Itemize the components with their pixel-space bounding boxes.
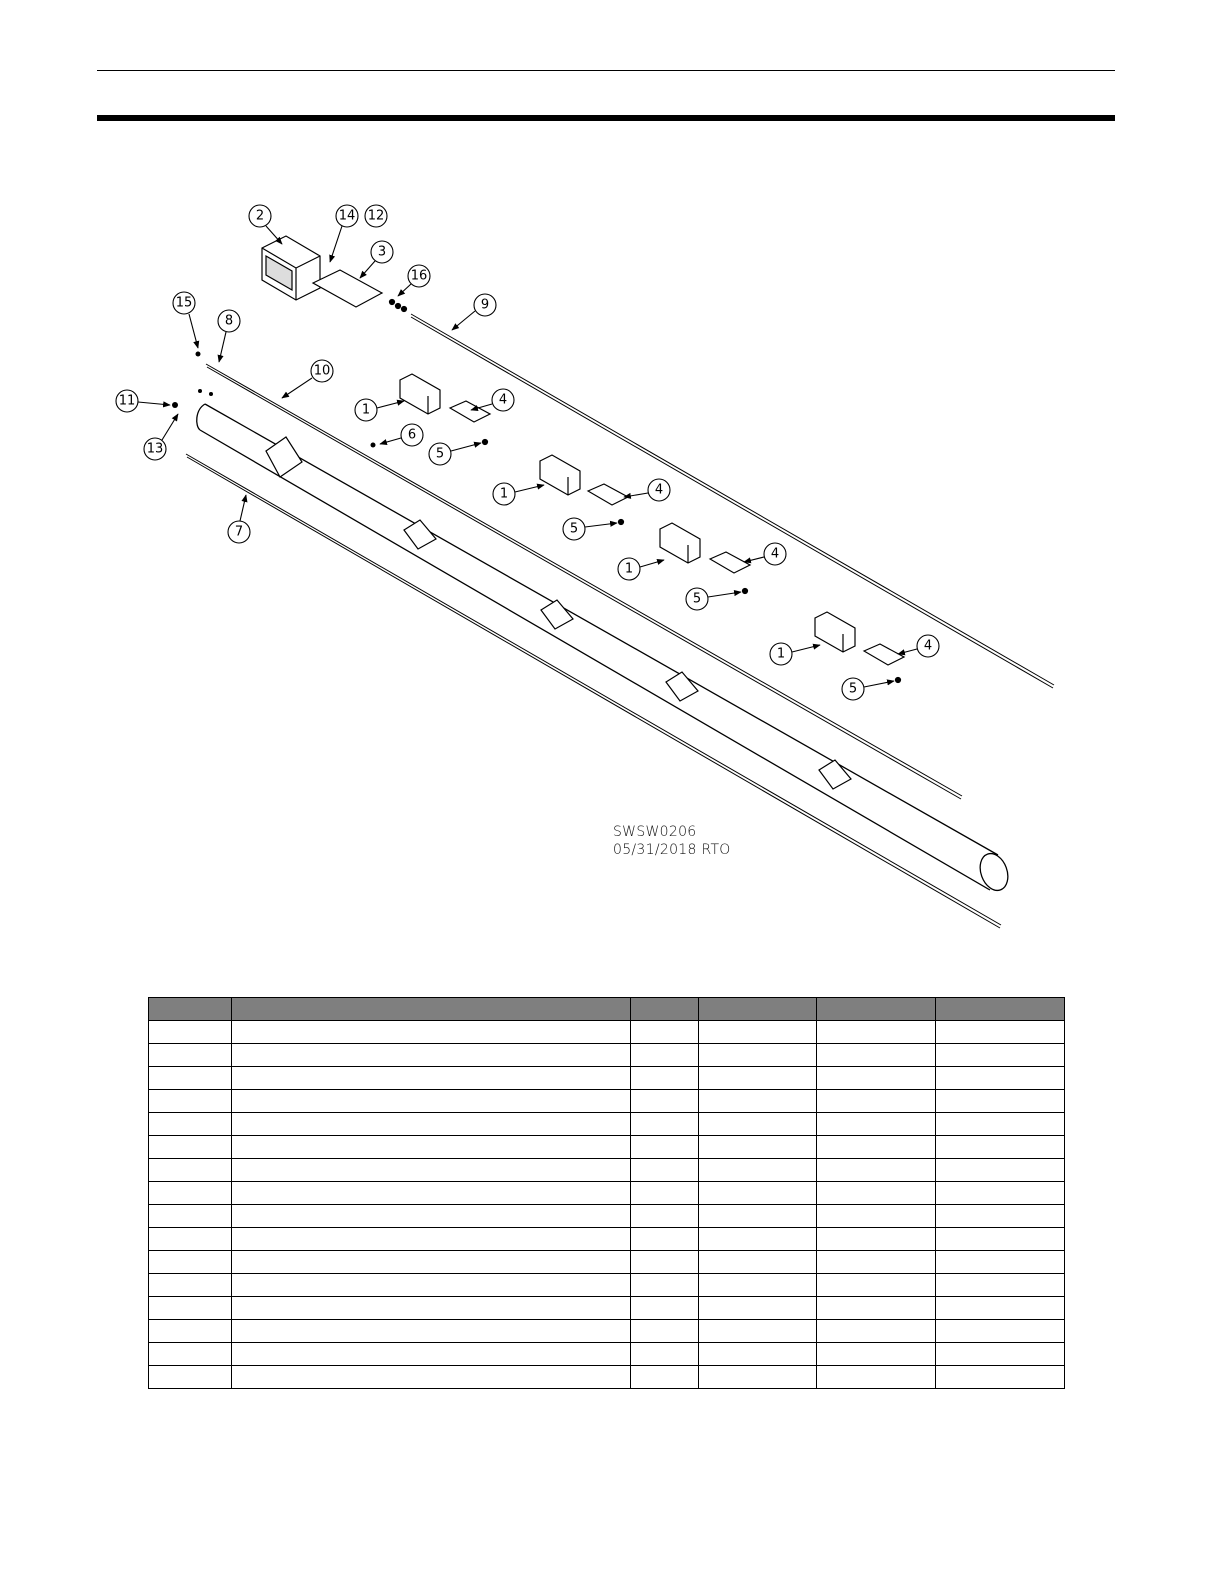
table-cell: [149, 1090, 232, 1113]
table-cell: [232, 1205, 631, 1228]
table-cell: [631, 1159, 699, 1182]
table-cell: [149, 1274, 232, 1297]
table-cell: [936, 1113, 1065, 1136]
table-cell: [699, 1090, 817, 1113]
callout-12: 12: [367, 208, 385, 224]
callout-5: 5: [435, 446, 445, 462]
table-cell: [149, 1044, 232, 1067]
callout-8: 8: [224, 313, 234, 329]
table-cell: [631, 1021, 699, 1044]
table-cell: [699, 1343, 817, 1366]
table-cell: [631, 1113, 699, 1136]
table-cell: [936, 1297, 1065, 1320]
column-header: [232, 998, 631, 1021]
callout-13: 13: [146, 441, 164, 457]
table-cell: [232, 1044, 631, 1067]
table-cell: [936, 1044, 1065, 1067]
callout-4: 4: [770, 546, 780, 562]
table-cell: [149, 1343, 232, 1366]
callout-5: 5: [692, 591, 702, 607]
callout-3: 3: [377, 244, 387, 260]
table-cell: [232, 1320, 631, 1343]
table-cell: [149, 1320, 232, 1343]
table-cell: [817, 1159, 936, 1182]
table-row: [149, 1044, 1065, 1067]
table-cell: [936, 1320, 1065, 1343]
table-row: [149, 1251, 1065, 1274]
table-cell: [699, 1067, 817, 1090]
bracket-set-4: [815, 612, 904, 683]
drawing-code: [613, 823, 731, 859]
table-row: [149, 1320, 1065, 1343]
drawing-date: 05/31/2018 RTO: [613, 842, 731, 858]
callout-2: 2: [255, 208, 265, 224]
table-cell: [817, 1366, 936, 1389]
table-cell: [232, 1251, 631, 1274]
table-cell: [149, 1297, 232, 1320]
parts-table: [148, 997, 1065, 1389]
table-cell: [936, 1205, 1065, 1228]
callout-4: 4: [923, 638, 933, 654]
table-cell: [699, 1297, 817, 1320]
callout-1: 1: [499, 486, 509, 502]
parts-table-body: [149, 1021, 1065, 1389]
table-cell: [631, 1320, 699, 1343]
callout-4: 4: [498, 392, 508, 408]
callout-14: 14: [338, 208, 356, 224]
table-cell: [817, 1343, 936, 1366]
callout-1: 1: [624, 561, 634, 577]
table-cell: [631, 1343, 699, 1366]
table-cell: [817, 1274, 936, 1297]
table-cell: [699, 1274, 817, 1297]
table-cell: [817, 1251, 936, 1274]
table-row: [149, 1205, 1065, 1228]
table-cell: [232, 1274, 631, 1297]
small-hardware: [172, 352, 376, 448]
column-header: [699, 998, 817, 1021]
table-cell: [631, 1136, 699, 1159]
callout-5: 5: [848, 681, 858, 697]
rod-7: [186, 454, 1001, 928]
table-cell: [631, 1205, 699, 1228]
table-cell: [631, 1251, 699, 1274]
top-bracket: [262, 236, 320, 300]
table-row: [149, 1021, 1065, 1044]
table-cell: [699, 1044, 817, 1067]
bracket-set-2: [540, 455, 628, 525]
callout-15: 15: [175, 295, 193, 311]
table-cell: [936, 1343, 1065, 1366]
table-cell: [936, 1067, 1065, 1090]
callout-6: 6: [407, 427, 417, 443]
table-cell: [817, 1320, 936, 1343]
table-cell: [817, 1021, 936, 1044]
table-cell: [631, 1366, 699, 1389]
rod-8-10: [206, 364, 962, 799]
table-cell: [817, 1297, 936, 1320]
header-rule-thin: [97, 70, 1115, 71]
table-cell: [817, 1136, 936, 1159]
table-cell: [699, 1228, 817, 1251]
table-cell: [232, 1021, 631, 1044]
table-cell: [631, 1090, 699, 1113]
table-cell: [699, 1136, 817, 1159]
table-cell: [232, 1297, 631, 1320]
callout-7: 7: [234, 524, 244, 540]
table-cell: [149, 1205, 232, 1228]
table-cell: [936, 1274, 1065, 1297]
table-row: [149, 1113, 1065, 1136]
table-cell: [149, 1251, 232, 1274]
table-row: [149, 1159, 1065, 1182]
table-cell: [699, 1182, 817, 1205]
callout-9: 9: [480, 297, 490, 313]
exploded-parts-diagram: [0, 180, 1224, 960]
table-cell: [817, 1090, 936, 1113]
column-header: [631, 998, 699, 1021]
table-cell: [149, 1136, 232, 1159]
table-cell: [699, 1159, 817, 1182]
table-cell: [232, 1159, 631, 1182]
table-cell: [149, 1228, 232, 1251]
table-cell: [936, 1251, 1065, 1274]
table-cell: [817, 1044, 936, 1067]
table-cell: [817, 1067, 936, 1090]
callout-1: 1: [361, 402, 371, 418]
table-cell: [232, 1090, 631, 1113]
parts-table-header: [149, 998, 1065, 1021]
table-cell: [699, 1113, 817, 1136]
table-cell: [699, 1320, 817, 1343]
table-row: [149, 1343, 1065, 1366]
callout-1: 1: [776, 646, 786, 662]
table-cell: [936, 1366, 1065, 1389]
callout-5: 5: [569, 521, 579, 537]
table-cell: [631, 1044, 699, 1067]
table-cell: [936, 1159, 1065, 1182]
table-row: [149, 1297, 1065, 1320]
table-cell: [631, 1182, 699, 1205]
table-cell: [149, 1366, 232, 1389]
table-cell: [149, 1159, 232, 1182]
table-cell: [936, 1228, 1065, 1251]
table-cell: [631, 1067, 699, 1090]
table-cell: [699, 1021, 817, 1044]
table-cell: [631, 1297, 699, 1320]
table-cell: [232, 1067, 631, 1090]
table-cell: [232, 1366, 631, 1389]
table-cell: [817, 1205, 936, 1228]
callout-labels: [119, 209, 932, 697]
drawing-number: SWSW0206: [613, 824, 697, 840]
table-row: [149, 1067, 1065, 1090]
header-rule-thick: [97, 115, 1115, 121]
column-header: [149, 998, 232, 1021]
table-row: [149, 1228, 1065, 1251]
table-cell: [232, 1113, 631, 1136]
table-cell: [936, 1182, 1065, 1205]
table-cell: [936, 1136, 1065, 1159]
table-cell: [699, 1366, 817, 1389]
table-cell: [149, 1182, 232, 1205]
bracket-set-3: [660, 523, 750, 594]
table-cell: [817, 1113, 936, 1136]
table-cell: [149, 1067, 232, 1090]
callout-10: 10: [313, 363, 331, 379]
table-row: [149, 1366, 1065, 1389]
table-cell: [232, 1182, 631, 1205]
table-cell: [631, 1228, 699, 1251]
table-row: [149, 1182, 1065, 1205]
table-cell: [936, 1021, 1065, 1044]
table-cell: [149, 1113, 232, 1136]
table-cell: [149, 1021, 232, 1044]
table-row: [149, 1136, 1065, 1159]
callout-11: 11: [118, 393, 136, 409]
column-header: [817, 998, 936, 1021]
table-cell: [232, 1228, 631, 1251]
table-cell: [232, 1136, 631, 1159]
table-row: [149, 1090, 1065, 1113]
table-cell: [232, 1343, 631, 1366]
callout-4: 4: [654, 482, 664, 498]
table-cell: [936, 1090, 1065, 1113]
table-cell: [699, 1251, 817, 1274]
table-cell: [699, 1205, 817, 1228]
column-header: [936, 998, 1065, 1021]
top-plate: [313, 270, 407, 312]
callout-16: 16: [410, 268, 428, 284]
table-cell: [631, 1274, 699, 1297]
table-cell: [817, 1182, 936, 1205]
table-cell: [817, 1228, 936, 1251]
table-row: [149, 1274, 1065, 1297]
